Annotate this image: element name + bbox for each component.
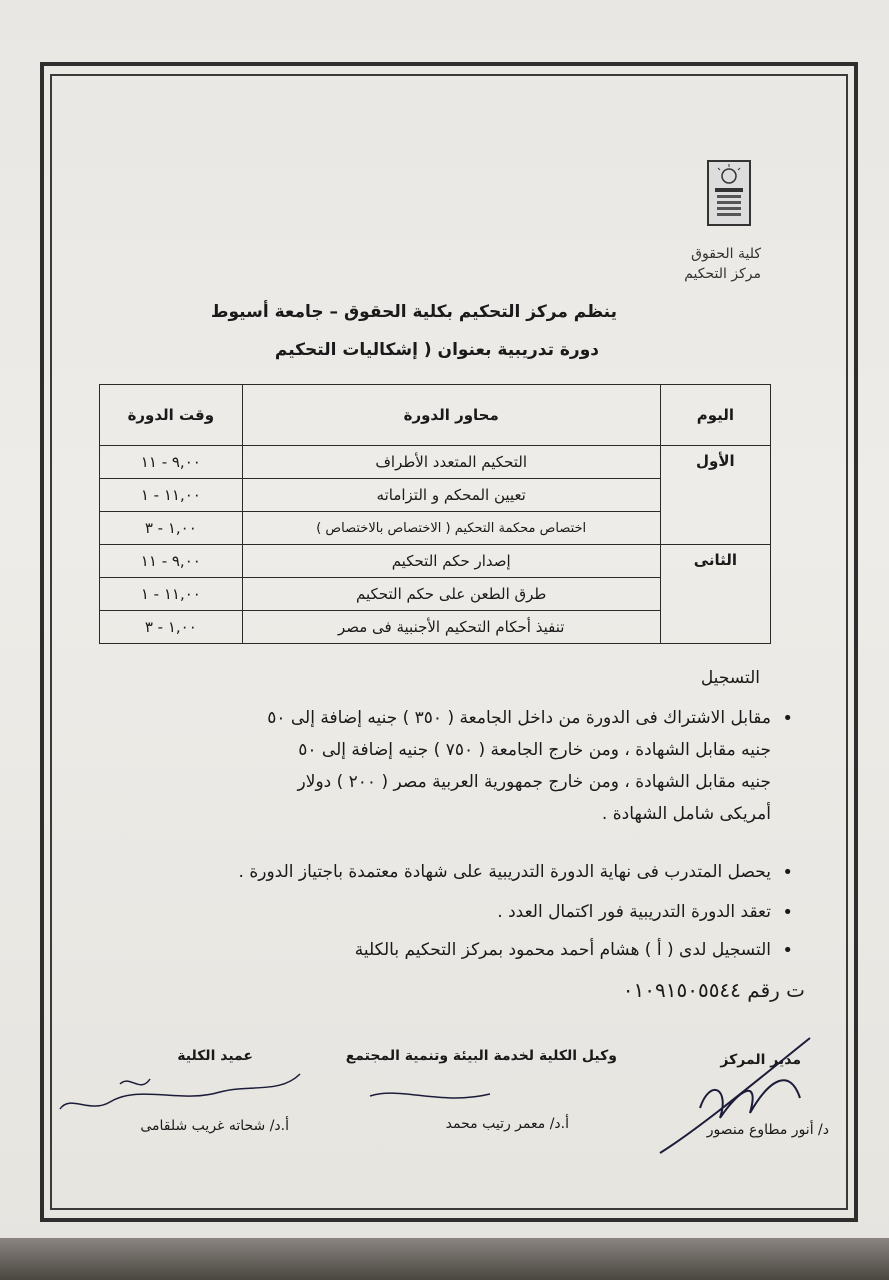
time-cell: ١,٠٠ - ٣ <box>100 512 243 545</box>
topic-cell: التحكيم المتعدد الأطراف <box>242 446 660 479</box>
faculty-label: كلية الحقوق <box>691 246 761 262</box>
center-label: مركز التحكيم <box>684 266 761 282</box>
university-logo <box>707 160 751 226</box>
topic-cell: اختصاص محكمة التحكيم ( الاختصاص بالاختصاص ) <box>242 512 660 545</box>
director-name: د/ أنور مطاوع منصور <box>706 1122 829 1138</box>
fee-line-1: • مقابل الاشتراك فى الدورة من داخل الجامعة ( ٣٥٠ ) جنيه إضافة إلى ٥٠ <box>267 708 771 728</box>
time-cell: ٩,٠٠ - ١١ <box>100 545 243 578</box>
header-topics: محاور الدورة <box>242 385 660 446</box>
header-time: وقت الدورة <box>100 385 243 446</box>
course-held-note: • تعقد الدورة التدريبية فور اكتمال العدد . <box>497 902 771 922</box>
director-signature <box>640 1018 840 1168</box>
fee-line-2: جنيه مقابل الشهادة ، ومن خارج الجامعة ( ٧٥٠ ) جنيه إضافة إلى ٥٠ <box>298 740 771 760</box>
table-surface <box>0 1238 889 1280</box>
fee-line-3: جنيه مقابل الشهادة ، ومن خارج جمهورية العربية مصر ( ٢٠٠ ) دولار <box>297 772 771 792</box>
time-cell: ١١,٠٠ - ١ <box>100 578 243 611</box>
title-line-1: ينظم مركز التحكيم بكلية الحقوق – جامعة أسيوط <box>210 302 617 322</box>
dean-name: أ.د/ شحاته غريب شلقامى <box>140 1118 289 1134</box>
director-title: مدير المركز <box>720 1052 801 1068</box>
topic-cell: إصدار حكم التحكيم <box>242 545 660 578</box>
topic-cell: تعيين المحكم و التزاماته <box>242 479 660 512</box>
day-cell: الثانى <box>660 545 770 644</box>
vice-dean-signature <box>360 1076 500 1116</box>
contact-note: • التسجيل لدى ( أ ) هشام أحمد محمود بمركز التحكيم بالكلية <box>355 940 771 960</box>
vice-dean-title: وكيل الكلية لخدمة البيئة وتنمية المجتمع <box>345 1048 617 1064</box>
dean-title: عميد الكلية <box>177 1048 253 1064</box>
schedule-table <box>99 384 771 644</box>
phone-number: ت رقم ٠١٠٩١٥٠٥٥٤٤ <box>622 978 805 1002</box>
day-cell: الأول <box>660 446 770 545</box>
table-row <box>100 446 771 479</box>
certificate-note: • يحصل المتدرب فى نهاية الدورة التدريبية على شهادة معتمدة باجتياز الدورة . <box>239 862 771 882</box>
time-cell: ١١,٠٠ - ١ <box>100 479 243 512</box>
table-row <box>100 545 771 578</box>
vice-dean-name: أ.د/ معمر رتيب محمد <box>445 1116 569 1132</box>
table-header-row <box>100 385 771 446</box>
title-line-2: دورة تدريبية بعنوان ( إشكاليات التحكيم <box>274 340 599 360</box>
fee-line-4: أمريكى شامل الشهادة . <box>601 804 771 824</box>
dean-signature <box>50 1064 310 1134</box>
topic-cell: طرق الطعن على حكم التحكيم <box>242 578 660 611</box>
time-cell: ١,٠٠ - ٣ <box>100 611 243 644</box>
time-cell: ٩,٠٠ - ١١ <box>100 446 243 479</box>
header-day: اليوم <box>660 385 770 446</box>
topic-cell: تنفيذ أحكام التحكيم الأجنبية فى مصر <box>242 611 660 644</box>
registration-heading: التسجيل <box>700 668 760 688</box>
